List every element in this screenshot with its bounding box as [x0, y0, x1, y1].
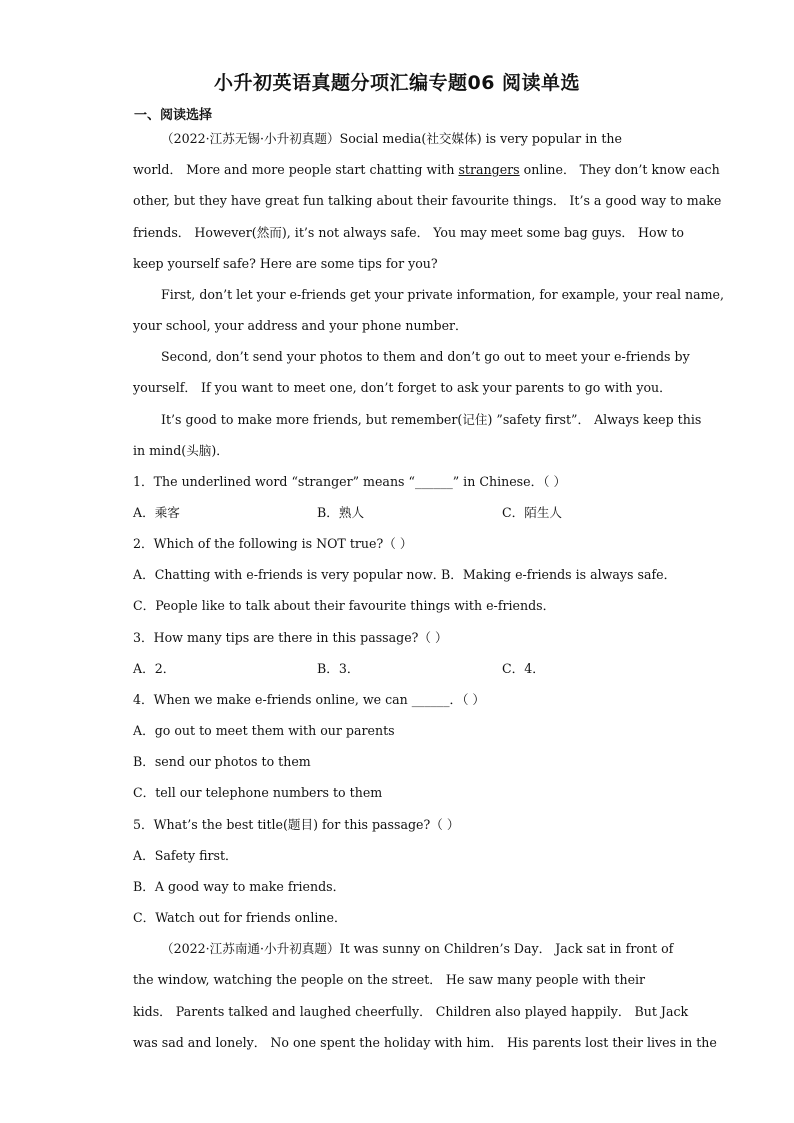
source-label: （2022·江苏无锡·小升初真题）: [161, 131, 340, 146]
question-stem: 4．When we make e-friends online, we can ______．（ ）: [133, 692, 486, 707]
passage-line: （2022·江苏无锡·小升初真题）Social media(社交媒体) is very popular in the: [161, 131, 622, 146]
passage-line: Second, don’t send your photos to them and don’t go out to meet your e-friends by: [161, 349, 690, 364]
question-stem: 2．Which of the following is NOT true?（ ）: [133, 536, 413, 551]
source-label: （2022·江苏南通·小升初真题）: [161, 941, 340, 956]
passage-line: kids． Parents talked and laughed cheerfully． Children also played happily． But Jack: [133, 1004, 689, 1019]
section-heading: 一、阅读选择: [134, 108, 213, 123]
option-c: C．People like to talk about their favourite things with e-friends．: [133, 598, 556, 613]
passage-line: friends． However(然而), it’s not always safe． You may meet some bag guys． How to: [133, 225, 685, 240]
passage-line: in mind(头脑)．: [133, 443, 229, 458]
passage-line: other, but they have great fun talking about their favourite things． It’s a good way to make: [133, 193, 722, 208]
passage-line: keep yourself safe? Here are some tips for you?: [133, 256, 438, 271]
passage-line: your school, your address and your phone number．: [133, 318, 468, 333]
option-a: A．go out to meet them with our parents: [133, 723, 395, 738]
passage-line: First, don’t let your e-friends get your private information, for example, your real name,: [161, 287, 725, 302]
option-c: C．4．: [502, 661, 545, 676]
option-a: A．Safety first．: [133, 848, 238, 863]
passage-line: was sad and lonely． No one spent the holiday with him． His parents lost their lives in the: [133, 1035, 717, 1050]
option-b: B．send our photos to them: [133, 754, 311, 769]
page-title: 小升初英语真题分项汇编专题06 阅读单选: [213, 72, 581, 94]
option-b: B．A good way to make friends．: [133, 879, 346, 894]
question-stem: 1．The underlined word “stranger” means “______” in Chinese．（ ）: [133, 474, 567, 489]
option-a: A．2．: [133, 661, 176, 676]
option-c: C．陌生人: [502, 505, 563, 520]
question-stem: 5．What’s the best title(题目) for this passage?（ ）: [133, 817, 460, 832]
option-a: A．乘客: [133, 505, 180, 520]
option-c: C．Watch out for friends online．: [133, 910, 347, 925]
passage-line: It’s good to make more friends, but remember(记住) ”safety first”． Always keep this: [161, 412, 702, 427]
option-b: B．Making e-friends is always safe．: [441, 567, 677, 582]
passage-line: yourself． If you want to meet one, don’t forget to ask your parents to go with you．: [133, 380, 672, 395]
passage-line: the window, watching the people on the street． He saw many people with their: [133, 972, 646, 987]
question-stem: 3．How many tips are there in this passage?（ ）: [133, 630, 448, 645]
passage-line: （2022·江苏南通·小升初真题）It was sunny on Children’s Day． Jack sat in front of: [161, 941, 674, 956]
option-a: A．Chatting with e-friends is very popular now．: [133, 567, 446, 582]
option-b: B．3．: [317, 661, 360, 676]
underlined-word: strangers: [458, 162, 520, 177]
option-c: C．tell our telephone numbers to them: [133, 785, 383, 800]
passage-line: world． More and more people start chatting with strangers online． They don’t know each: [133, 162, 720, 177]
option-b: B．熟人: [317, 505, 365, 520]
